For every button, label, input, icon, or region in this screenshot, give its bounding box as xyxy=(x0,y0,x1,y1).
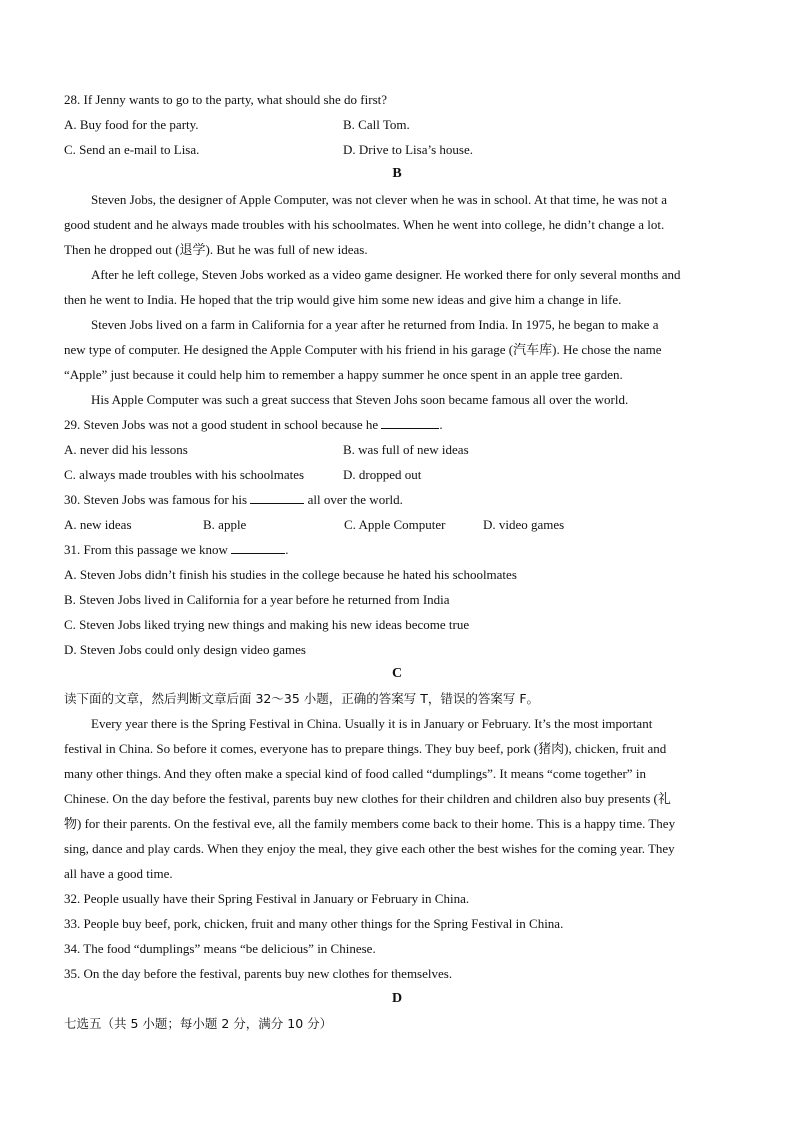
q31-option-d: D. Steven Jobs could only design video games xyxy=(64,642,306,657)
q30-option-d: D. video games xyxy=(483,517,565,532)
q31-stem-after: . xyxy=(285,542,289,557)
answer-blank xyxy=(250,492,304,504)
passage-c-line: sing, dance and play cards. When they enjoy the meal, they give each other the best wishes for the coming year. They xyxy=(64,841,675,856)
section-d-instruction: 七选五（共 5 小题；每小题 2 分，满分 10 分） xyxy=(64,1016,333,1031)
q29-stem-after: . xyxy=(439,417,443,432)
passage-b-line: then he went to India. He hoped that the trip would give him some new ideas and give him a change in life. xyxy=(64,292,622,307)
q30-stem-after: all over the world. xyxy=(307,492,403,507)
question-28-stem: 28. If Jenny wants to go to the party, what should she do first? xyxy=(64,92,388,107)
section-b-heading: B xyxy=(392,166,402,181)
q30-option-c: C. Apple Computer xyxy=(344,517,446,532)
passage-b-line: Steven Jobs lived on a farm in California for a year after he returned from India. In 1975, he began to make a xyxy=(91,317,659,332)
q28-option-b: B. Call Tom. xyxy=(343,117,410,132)
passage-c-line: Chinese. On the day before the festival, parents buy new clothes for their children and children also buy presents (礼 xyxy=(64,791,671,806)
q30-stem-before: 30. Steven Jobs was famous for his xyxy=(64,492,248,507)
statement-32: 32. People usually have their Spring Festival in January or February in China. xyxy=(64,891,470,906)
answer-blank xyxy=(381,417,439,429)
passage-b-line: “Apple” just because it could help him to remember a happy summer he once spent in an apple tree garden. xyxy=(64,367,623,382)
answer-blank xyxy=(231,542,285,554)
q28-option-d: D. Drive to Lisa’s house. xyxy=(343,142,473,157)
q29-option-d: D. dropped out xyxy=(343,467,422,482)
passage-c-line: many other things. And they often make a special kind of food called “dumplings”. It means “come together” in xyxy=(64,766,646,781)
statement-34: 34. The food “dumplings” means “be delicious” in Chinese. xyxy=(64,941,376,956)
q29-option-a: A. never did his lessons xyxy=(64,442,188,457)
passage-b-line: Steven Jobs, the designer of Apple Computer, was not clever when he was in school. At that time, he was not a xyxy=(91,192,668,207)
statement-35: 35. On the day before the festival, parents buy new clothes for themselves. xyxy=(64,966,453,981)
question-31-stem xyxy=(64,542,288,558)
q29-option-b: B. was full of new ideas xyxy=(343,442,469,457)
q30-option-b: B. apple xyxy=(203,517,247,532)
section-c-instruction: 读下面的文章，然后判断文章后面 32～35 小题，正确的答案写 T，错误的答案写 F。 xyxy=(64,691,540,706)
passage-c-line: all have a good time. xyxy=(64,866,173,881)
q31-stem-before: 31. From this passage we know xyxy=(64,542,228,557)
q31-option-a: A. Steven Jobs didn’t finish his studies in the college because he hated his schoolmates xyxy=(64,567,517,582)
q28-option-a: A. Buy food for the party. xyxy=(64,117,199,132)
section-d-heading: D xyxy=(391,991,403,1006)
q30-option-a: A. new ideas xyxy=(64,517,132,532)
q28-option-c: C. Send an e-mail to Lisa. xyxy=(64,142,200,157)
question-30-stem xyxy=(64,492,403,508)
passage-b-line: good student and he always made troubles with his schoolmates. When he went into college, he didn’t change a lot. xyxy=(64,217,665,232)
statement-33: 33. People buy beef, pork, chicken, fruit and many other things for the Spring Festival in China. xyxy=(64,916,564,931)
passage-b-line: His Apple Computer was such a great success that Steven Johs soon became famous all over the world. xyxy=(91,392,629,407)
question-29-stem xyxy=(64,417,443,433)
q31-option-c: C. Steven Jobs liked trying new things and making his new ideas become true xyxy=(64,617,470,632)
passage-c-line: Every year there is the Spring Festival in China. Usually it is in January or February. It’s the most important xyxy=(91,716,653,731)
q29-option-c: C. always made troubles with his schoolmates xyxy=(64,467,305,482)
passage-b-line: After he left college, Steven Jobs worked as a video game designer. He worked there for only several months and xyxy=(91,267,681,282)
section-c-heading: C xyxy=(391,666,403,681)
q29-stem-before: 29. Steven Jobs was not a good student in school because he xyxy=(64,417,379,432)
passage-c-line: 物) for their parents. On the festival eve, all the family members come back to their home. This is a happy time. They xyxy=(64,816,676,831)
passage-b-line: new type of computer. He designed the Apple Computer with his friend in his garage (汽车库). He chose the name xyxy=(64,342,662,357)
passage-c-line: festival in China. So before it comes, everyone has to prepare things. They buy beef, pork (猪肉), chicken, fruit and xyxy=(64,741,667,756)
q31-option-b: B. Steven Jobs lived in California for a year before he returned from India xyxy=(64,592,450,607)
passage-b-line: Then he dropped out (退学). But he was full of new ideas. xyxy=(64,242,368,257)
